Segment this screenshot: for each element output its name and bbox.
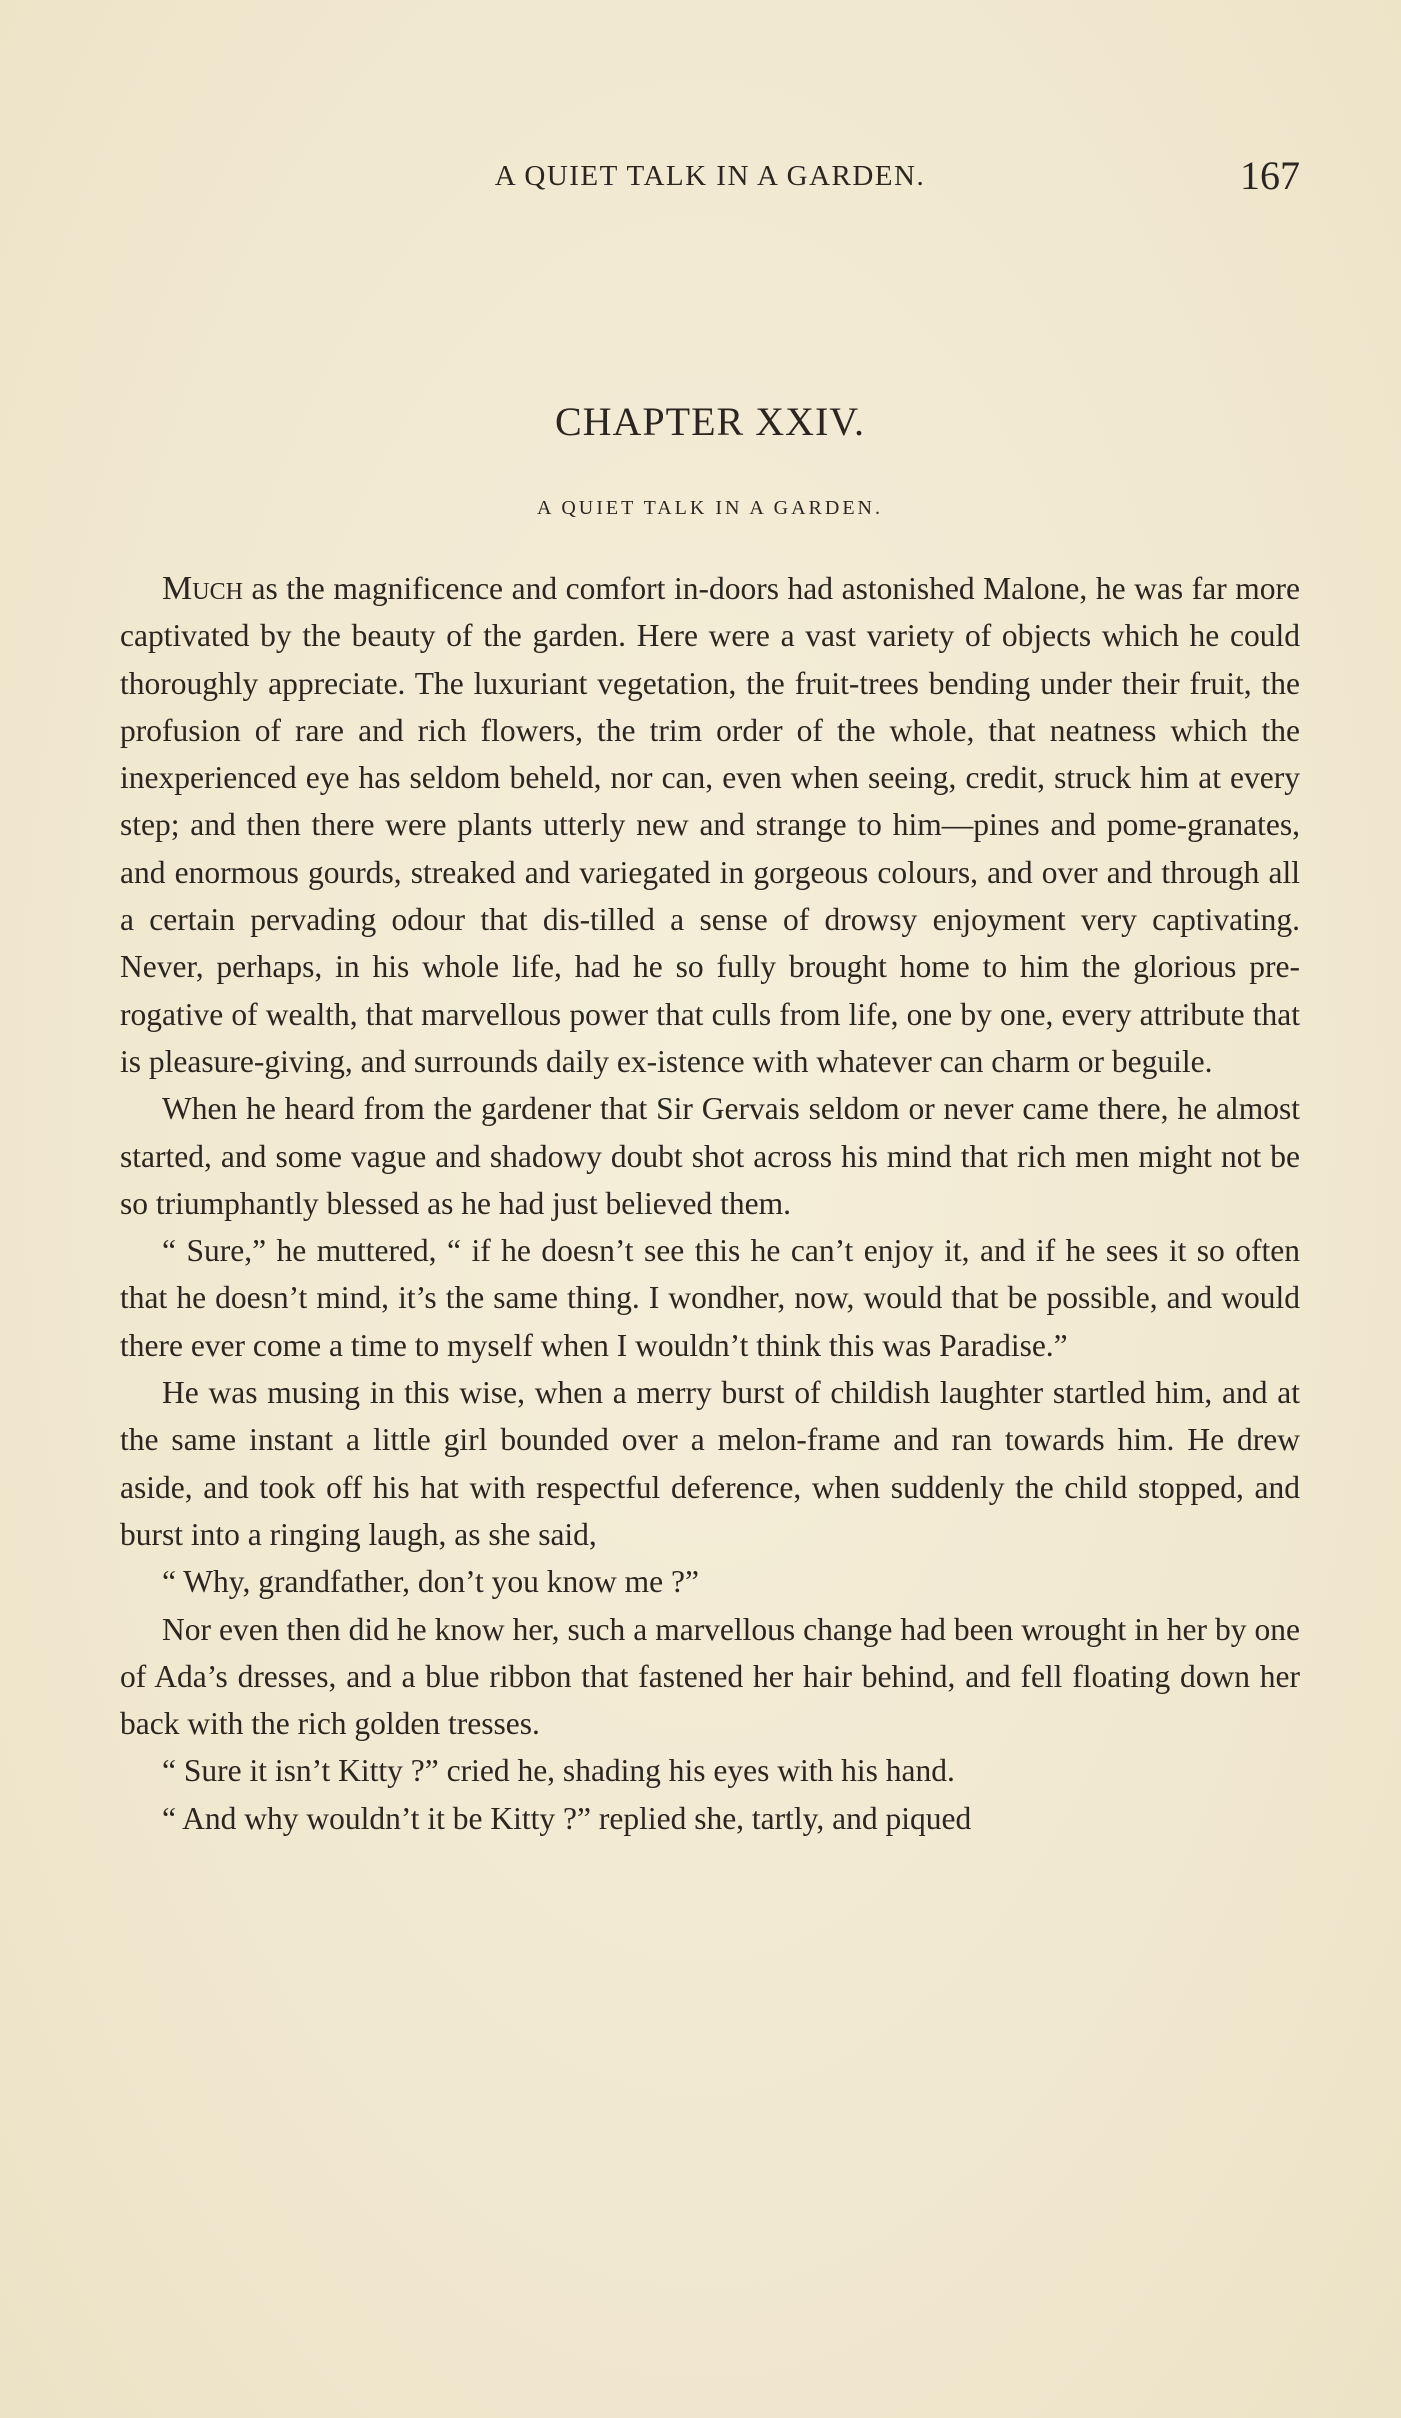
- paragraph: When he heard from the gardener that Sir Gervais seldom or never came there, he almost started, and some vague and shadowy doubt shot across his mind that rich men might not be so triumphantly blessed as he had just believed them.: [120, 1091, 1300, 1221]
- chapter-subtitle: A QUIET TALK IN A GARDEN.: [537, 497, 883, 519]
- page-header: [120, 152, 1300, 212]
- lead-word: Much: [162, 570, 243, 607]
- chapter-title: CHAPTER XXIV.: [554, 399, 866, 444]
- paragraph-text: as the magnificence and comfort in-doors had astonished Malone, he was far more captivated by the beauty of the garden. Here were a vast variety of objects which he could thoroughly appreciate. The luxuriant vegetation, the fruit-trees bending under their fruit, the profusion of rare and rich flowers, the trim order of the whole, that neatness which the inexperienced eye has seldom beheld, nor can, even when seeing, credit, struck him at every step; and then there were plants utterly new and strange to him—pines and pome-granates, and enormous gourds, streaked and variegated in gorgeous colours, and over and through all a certain pervading odour that dis-tilled a sense of drowsy enjoyment very captivating. Never, perhaps, in his whole life, had he so fully brought home to him the glorious pre-rogative of wealth, that marvellous power that culls from life, one by one, every attribute that is pleasure-giving, and surrounds daily ex-istence with whatever can charm or beguile.: [120, 571, 1300, 1079]
- paragraph: “ Sure it isn’t Kitty ?” cried he, shading his eyes with his hand.: [162, 1753, 955, 1789]
- paragraph: “ And why wouldn’t it be Kitty ?” replied she, tartly, and piqued: [162, 1800, 972, 1836]
- running-title: A QUIET TALK IN A GARDEN.: [494, 160, 926, 192]
- page-number: 167: [1240, 153, 1300, 198]
- chapter-body: [120, 565, 1300, 1842]
- paragraph: Nor even then did he know her, such a marvellous change had been wrought in her by one of Ada’s dresses, and a blue ribbon that fastened her hair behind, and fell floating down her back with the rich golden tresses.: [120, 1611, 1300, 1742]
- paragraph: He was musing in this wise, when a merry burst of childish laughter startled him, and at the same instant a little girl bounded over a melon-frame and ran towards him. He drew aside, and took off his hat with respectful deference, when suddenly the child stopped, and burst into a ringing laugh, as she said,: [120, 1375, 1300, 1552]
- paragraph: [120, 565, 1300, 1085]
- paragraph: “ Sure,” he muttered, “ if he doesn’t see this he can’t enjoy it, and if he sees it so often that he doesn’t mind, it’s the same thing. I wondher, now, would that be possible, and would there ever come a time to myself when I wouldn’t think this was Paradise.”: [120, 1233, 1300, 1363]
- paragraph: “ Why, grandfather, don’t you know me ?”: [162, 1564, 699, 1600]
